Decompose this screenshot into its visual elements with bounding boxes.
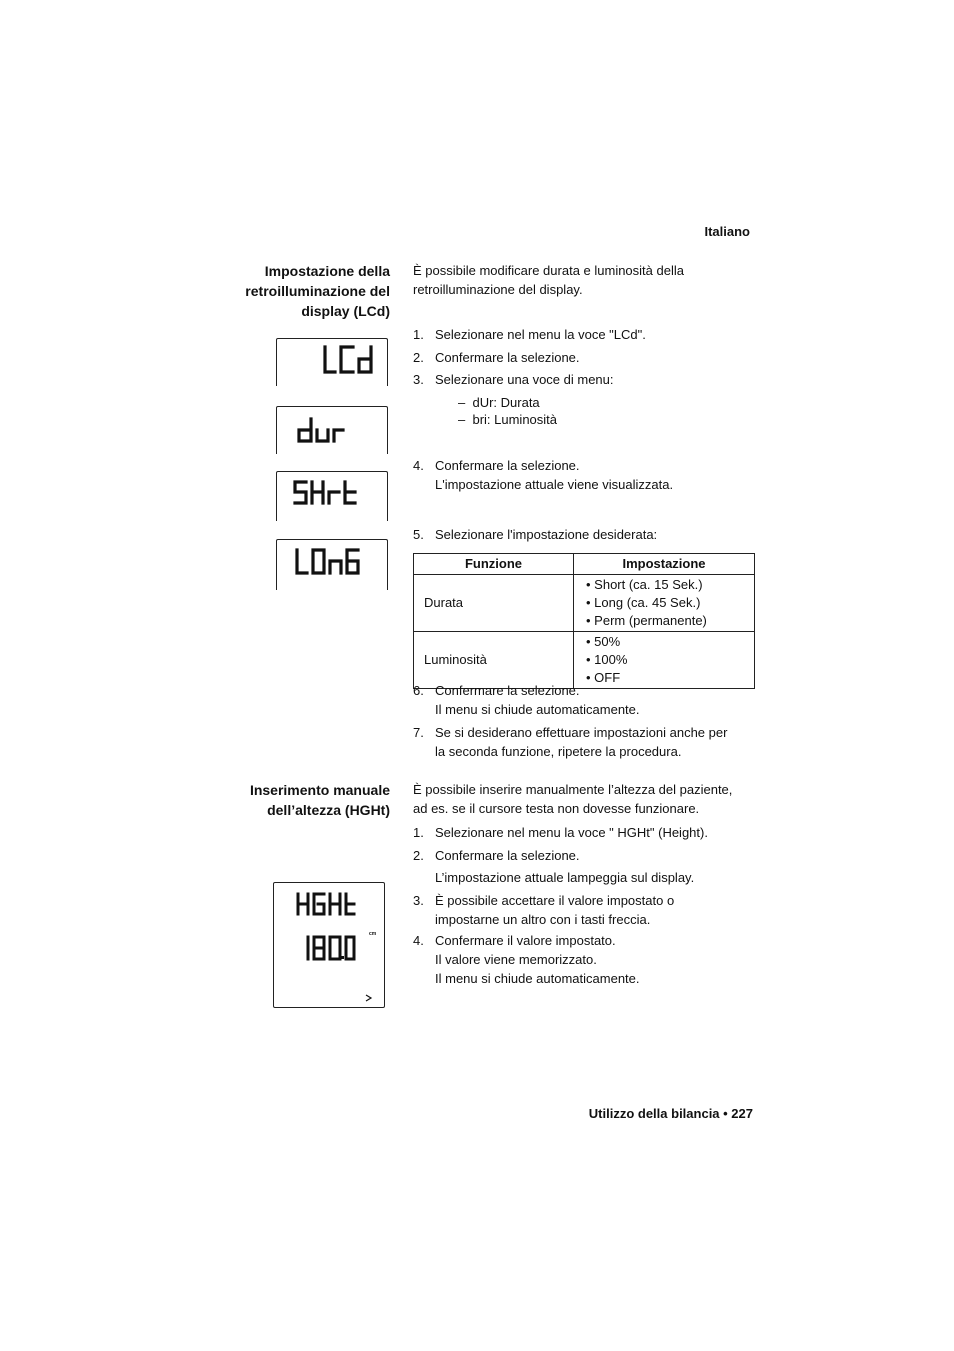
heading-line: Inserimento manuale (249, 782, 390, 798)
step-item: 4. Confermare la selezione. L'impostazione attuale viene visualizzata. (413, 458, 674, 492)
language-label: Italiano (704, 224, 750, 239)
section-heading-height (200, 780, 390, 820)
table-row (414, 632, 755, 689)
lcd-segment-text-hght (274, 883, 386, 1009)
heading-line: Impostazione della (264, 263, 390, 279)
step-item: 2. Confermare la selezione. (413, 350, 580, 365)
lcd-display-dur (276, 406, 388, 454)
lcd-segment-text-long (277, 540, 389, 591)
step-item: 7. Se si desiderano effettuare impostazioni anche per la seconda funzione, ripetere la procedura. (413, 725, 728, 759)
lcd-segment-text-shrt (277, 472, 389, 522)
heading-line: dell’altezza (HGHt) (267, 802, 390, 818)
heading-line: retroilluminazione del (245, 283, 390, 299)
unit-label: cm (369, 931, 377, 937)
menu-option: – dUr: Durata (458, 395, 540, 410)
intro-line: È possibile modificare durata e luminosità della (413, 263, 684, 278)
table-header-row (414, 554, 755, 575)
table-cell-function: Durata (414, 575, 574, 632)
table-header: Impostazione (574, 554, 755, 575)
lcd-segment-text-dur (277, 407, 389, 455)
table-header: Funzione (414, 554, 574, 575)
intro-line: ad es. se il cursore testa non dovesse funzionare. (413, 800, 700, 816)
step-item: 1. Selezionare nel menu la voce " HGHt" (Height). (413, 825, 708, 840)
step-item: 3. Selezionare una voce di menu: (413, 372, 614, 387)
step-item: 6. Confermare la selezione. Il menu si chiude automaticamente. (413, 683, 640, 717)
table-cell-options: • Short (ca. 15 Sek.) • Long (ca. 45 Sek.) • Perm (permanente) (574, 575, 755, 632)
section-heading-backlight (200, 261, 390, 321)
step-item-continuation: L’impostazione attuale lampeggia sul display. (435, 870, 695, 885)
section-intro-backlight (413, 262, 758, 299)
menu-option-list (458, 394, 557, 428)
intro-line: retroilluminazione del display. (413, 281, 583, 297)
step-item: 2. Confermare la selezione. (413, 848, 580, 863)
lcd-display-long (276, 539, 388, 590)
lcd-segment-text-lcd (277, 339, 389, 387)
lcd-display-lcd (276, 338, 388, 386)
step-item: 5. Selezionare l'impostazione desiderata: (413, 527, 658, 542)
lcd-display-hght (273, 882, 385, 1008)
step-item: 3. È possibile accettare il valore impostato o impostarne un altro con i tasti freccia. (413, 893, 675, 927)
page-footer: Utilizzo della bilancia • 227 (588, 1106, 753, 1121)
intro-line: È possibile inserire manualmente l’altezza del paziente, (413, 782, 733, 797)
section-intro-height (413, 781, 758, 818)
settings-table (413, 553, 755, 689)
lcd-display-shrt (276, 471, 388, 521)
menu-option: – bri: Luminosità (458, 412, 558, 427)
step-item: 1. Selezionare nel menu la voce "LCd". (413, 327, 646, 342)
step-item: 4. Confermare il valore impostato. Il valore viene memorizzato. Il menu si chiude automaticamente. (413, 933, 640, 986)
table-cell-function: Luminosità (414, 632, 574, 689)
heading-line: display (LCd) (301, 303, 390, 319)
table-cell-options: • 50% • 100% • OFF (574, 632, 755, 689)
table-row (414, 575, 755, 632)
